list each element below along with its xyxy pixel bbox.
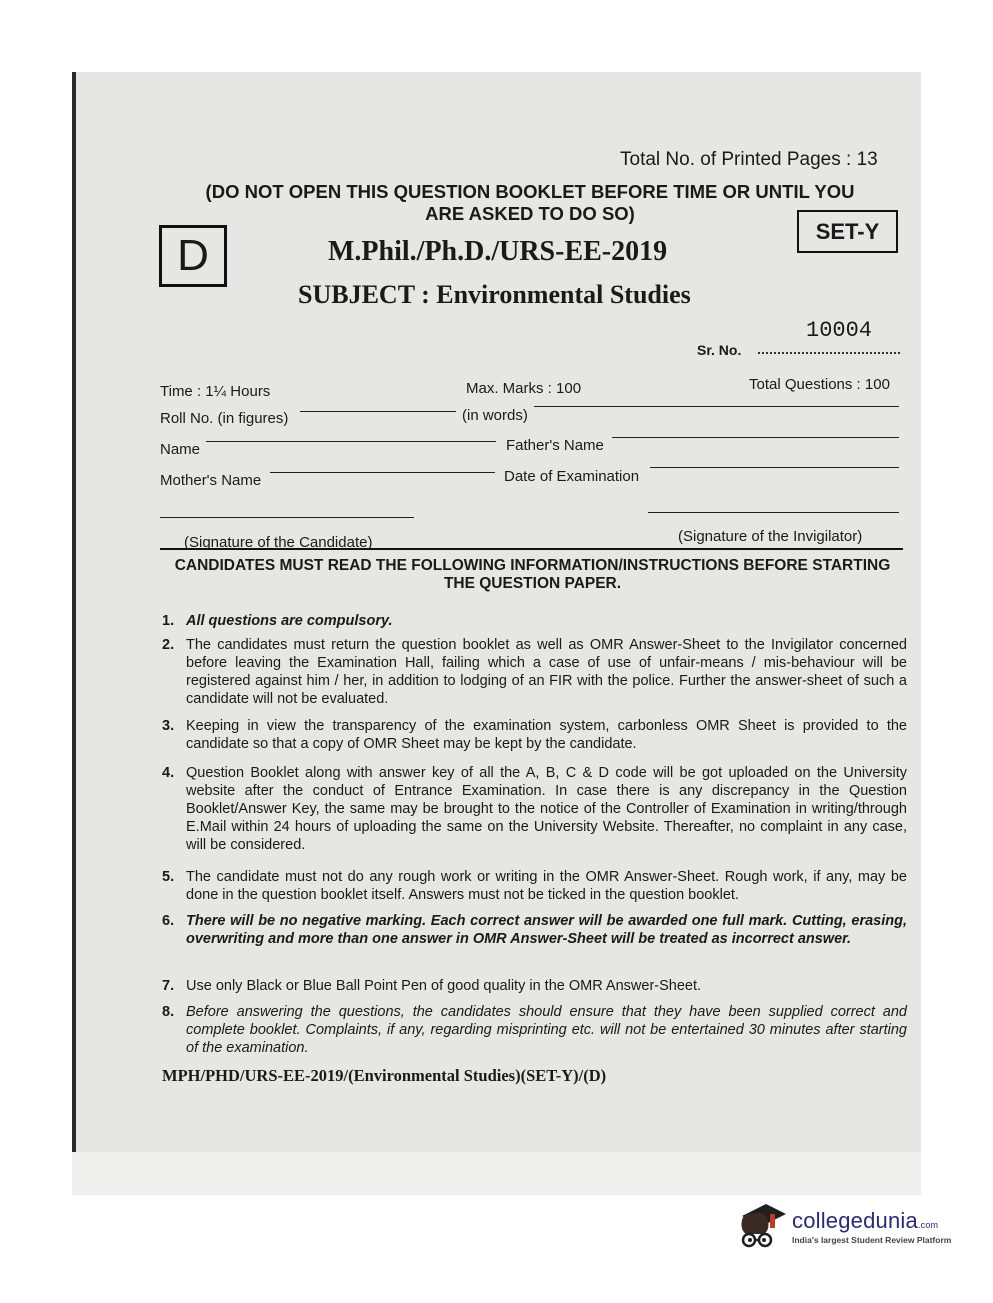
- max-marks: Max. Marks : 100: [466, 380, 582, 397]
- logo-tagline: India's largest Student Review Platform: [792, 1235, 952, 1245]
- logo-wordmark: [792, 1208, 938, 1234]
- serial-dotted-line: [758, 352, 900, 354]
- date-of-exam-label: Date of Examination: [504, 468, 640, 485]
- roll-words-field[interactable]: [534, 406, 899, 407]
- instruction-text: Before answering the questions, the candidates should ensure that they have been supplied correct and complete booklet. Complaints, if any, regarding misprinting etc. will not be entertained 30 minutes after starting of the examination.: [186, 1004, 907, 1056]
- instruction-6: [162, 912, 907, 948]
- invigilator-signature-line[interactable]: [648, 512, 899, 513]
- time-label: [160, 383, 270, 400]
- fathers-name-label: Father's Name: [506, 437, 604, 454]
- logo-suffix: .com: [917, 1220, 939, 1230]
- instruction-text: Question Booklet along with answer key of all the A, B, C & D code will be got uploaded on the University website after the conduct of Entrance Examination. In case there is any discrepancy in the Question Booklet/Answer Key, the same may be brought to the notice of the Controller of Examination in writing/through E.Mail within 24 hours of uploading the same on the University Website. Thereafter, no complaint in any case, will be considered.: [186, 765, 907, 853]
- roll-figures-field[interactable]: [300, 411, 456, 412]
- instruction-4: [162, 764, 907, 854]
- mothers-name-field[interactable]: [270, 472, 495, 473]
- instruction-text: There will be no negative marking. Each correct answer will be awarded one full mark. Cutting, erasing, overwriting and more than one answer in OMR Answer-Sheet will be treated as incorrect answer.: [186, 913, 907, 947]
- booklet-warning: [160, 181, 900, 225]
- instruction-number: 8.: [162, 1004, 175, 1020]
- instruction-number: 4.: [162, 765, 175, 781]
- booklet-code-box: D: [159, 225, 227, 287]
- student-mascot-icon: [736, 1202, 786, 1254]
- fathers-name-field[interactable]: [612, 437, 899, 438]
- instruction-text: The candidates must return the question booklet as well as OMR Answer-Sheet to the Invigilator concerned before leaving the Examination Hall, failing which a case of use of unfair-means / mis-behaviour will be registered against him / her, in addition to lodging of an FIR with the police. Further the answer-sheet of such a candidate will not be evaluated.: [186, 637, 907, 707]
- total-questions: Total Questions : 100: [749, 376, 890, 393]
- roll-figures-label: Roll No. (in figures): [160, 410, 289, 427]
- serial-number: 10004: [806, 318, 873, 343]
- scan-margin: [72, 1152, 921, 1195]
- serial-label: Sr. No.: [697, 342, 742, 358]
- instruction-number: 5.: [162, 869, 175, 885]
- instruction-1: [162, 612, 907, 630]
- instruction-8: [162, 1003, 907, 1057]
- warning-line-2: ARE ASKED TO DO SO): [425, 203, 635, 224]
- total-pages: Total No. of Printed Pages : 13: [620, 149, 878, 170]
- date-of-exam-field[interactable]: [650, 467, 899, 468]
- name-label: Name: [160, 441, 201, 458]
- subject-title: SUBJECT : Environmental Studies: [298, 280, 691, 309]
- instruction-text: All questions are compulsory.: [186, 613, 393, 629]
- name-field[interactable]: [206, 441, 496, 442]
- instructions-heading: CANDIDATES MUST READ THE FOLLOWING INFORMATION/INSTRUCTIONS BEFORE STARTING THE QUESTION PAPER.: [174, 557, 891, 592]
- warning-line-1: (DO NOT OPEN THIS QUESTION BOOKLET BEFORE TIME OR UNTIL YOU: [205, 181, 855, 202]
- instruction-3: [162, 717, 907, 753]
- footer-code: MPH/PHD/URS-EE-2019/(Environmental Studies)(SET-Y)/(D): [162, 1066, 607, 1085]
- separator-line: [160, 548, 903, 550]
- instruction-number: 3.: [162, 718, 175, 734]
- set-box: SET-Y: [797, 210, 898, 253]
- instruction-text: Keeping in view the transparency of the examination system, carbonless OMR Sheet is provided to the candidate so that a copy of OMR Sheet may be kept by the candidate.: [186, 718, 907, 752]
- candidate-signature-line[interactable]: [160, 517, 414, 518]
- mothers-name-label: Mother's Name: [160, 472, 262, 489]
- collegedunia-logo[interactable]: [736, 1198, 966, 1258]
- instruction-text: Use only Black or Blue Ball Point Pen of good quality in the OMR Answer-Sheet.: [186, 978, 702, 994]
- instruction-5: [162, 868, 907, 904]
- instruction-number: 7.: [162, 978, 175, 994]
- exam-title: M.Phil./Ph.D./URS-EE-2019: [328, 236, 668, 267]
- instruction-7: [162, 977, 907, 995]
- instruction-number: 2.: [162, 637, 175, 653]
- instruction-number: 1.: [162, 613, 175, 629]
- instruction-text: The candidate must not do any rough work or writing in the OMR Answer-Sheet. Rough work, if any, may be done in the question booklet itself. Answers must not be ticked in the question booklet.: [186, 869, 907, 903]
- logo-name: collegedunia: [792, 1208, 918, 1233]
- roll-words-label: (in words): [462, 407, 528, 424]
- instruction-number: 6.: [162, 913, 175, 929]
- instruction-2: [162, 636, 907, 708]
- time-value: Time : 1¼ Hours: [160, 383, 271, 400]
- candidate-signature-label: (Signature of the Candidate): [184, 534, 373, 551]
- invigilator-signature-label: (Signature of the Invigilator): [678, 528, 863, 545]
